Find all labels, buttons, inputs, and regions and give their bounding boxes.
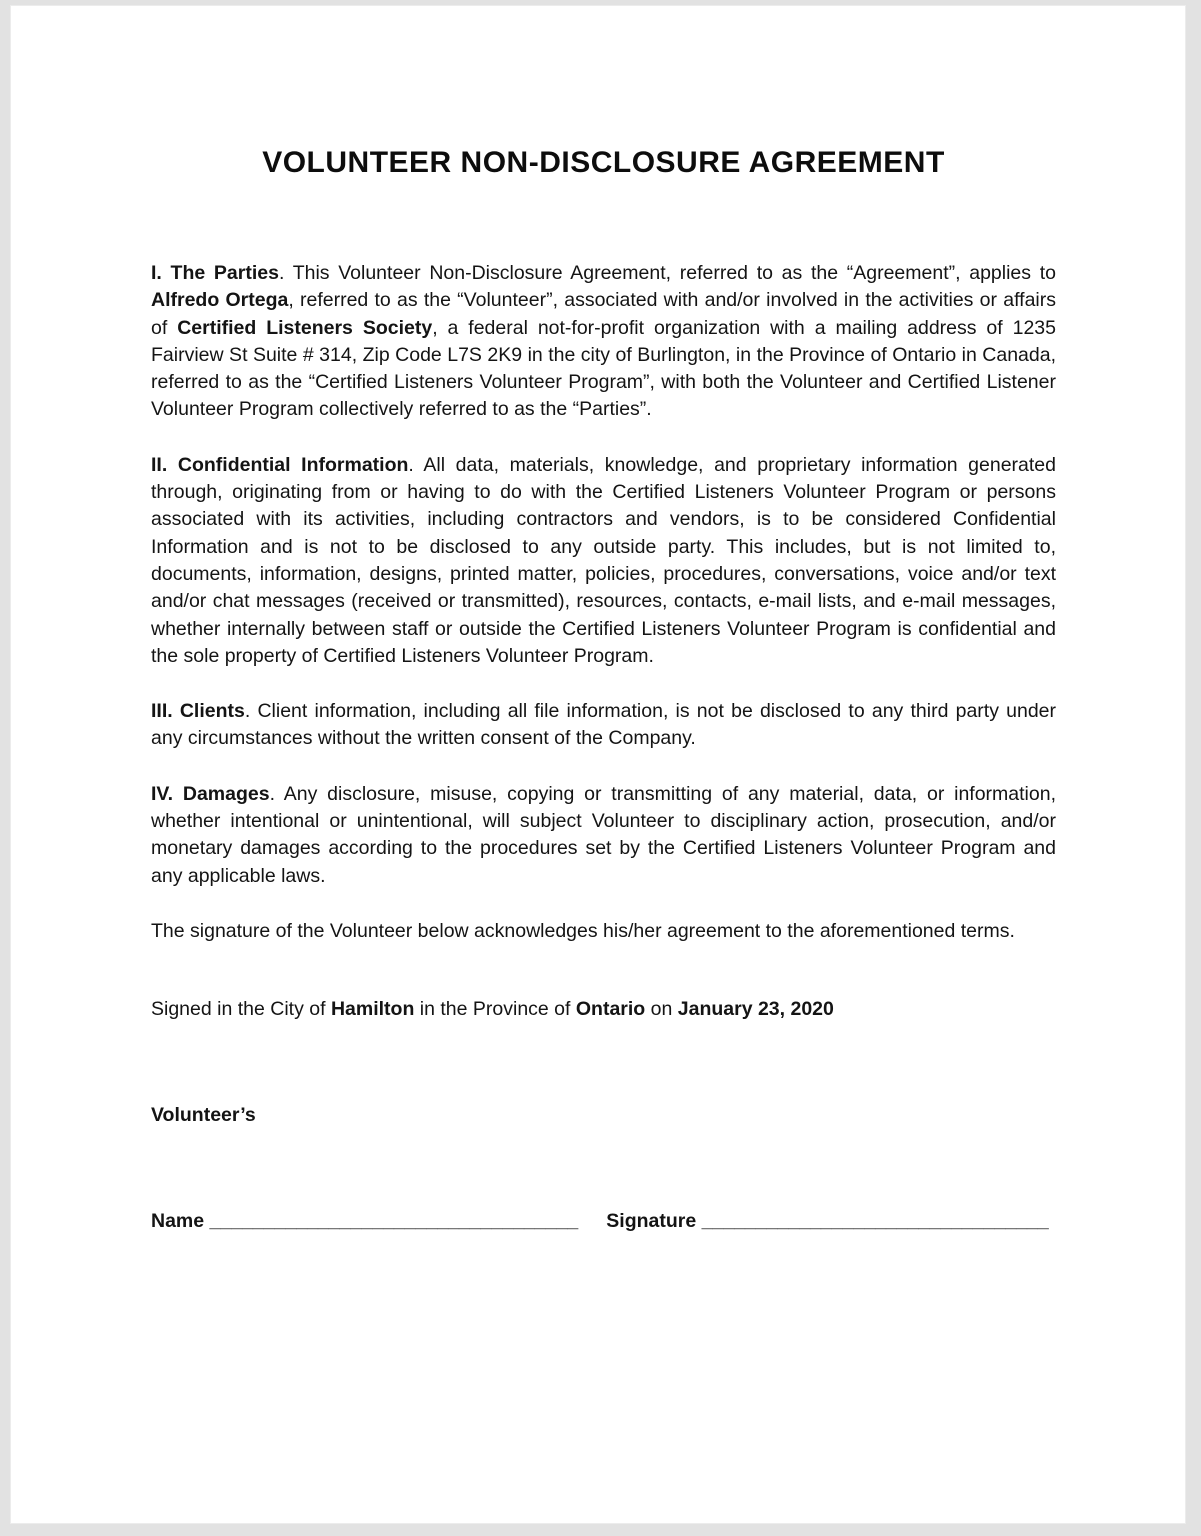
acknowledgement-paragraph: The signature of the Volunteer below acknowledges his/her agreement to the aforementioned terms. [151,919,1015,942]
signature-label: Signature [606,1209,697,1232]
section-iv-damages: IV. Damages. Any disclosure, misuse, copying or transmitting of any material, data, or information, whether intentional or unintentional, will subject Volunteer to disciplinary action, prosecution, and/or monetary damages according to the procedures set by the Certified Listeners Volunteer Program and any applicable laws. [151,782,1056,887]
document-page [10,5,1186,1524]
name-blank-line: __________________________________ [209,1209,579,1232]
section-ii-confidential-information: II. Confidential Information. All data, materials, knowledge, and proprietary information generated through, originating from or having to do with the Certified Listeners Volunteer Program or persons associated with its activities, including contractors and vendors, is to be considered Confidential Information and is not to be disclosed to any outside party. This includes, but is not limited to, documents, information, designs, printed matter, policies, procedures, conversations, voice and/or text and/or chat messages (received or transmitted), resources, contacts, e-mail lists, and e-mail messages, whether internally between staff or outside the Certified Listeners Volunteer Program is confidential and the sole property of Certified Listeners Volunteer Program. [151,453,1056,667]
signature-field [606,1210,1048,1233]
name-field [151,1210,578,1233]
name-label: Name [151,1209,205,1232]
document-title: VOLUNTEER NON-DISCLOSURE AGREEMENT [262,146,945,179]
signed-city-province-date-line: Signed in the City of Hamilton in the Province of Ontario on January 23, 2020 [151,998,834,1021]
section-i-the-parties: I. The Parties. This Volunteer Non-Disclosure Agreement, referred to as the “Agreement”, applies to Alfredo Ortega, referred to as the “Volunteer”, associated with and/or involved in the activities or affairs of Certified Listeners Society, a federal not-for-profit organization with a mailing address of 1235 Fairview St Suite # 314, Zip Code L7S 2K9 in the city of Burlington, in the Province of Ontario in Canada, referred to as the “Certified Listeners Volunteer Program”, with both the Volunteer and Certified Listener Volunteer Program collectively referred to as the “Parties”. [151,262,1056,421]
signature-blank-line: ________________________________ [701,1209,1049,1232]
volunteers-heading: Volunteer’s [151,1103,256,1126]
section-iii-clients: III. Clients. Client information, including all file information, is not be disclosed to any third party under any circumstances without the written consent of the Company. [151,700,1056,750]
signature-row [151,1210,1056,1233]
